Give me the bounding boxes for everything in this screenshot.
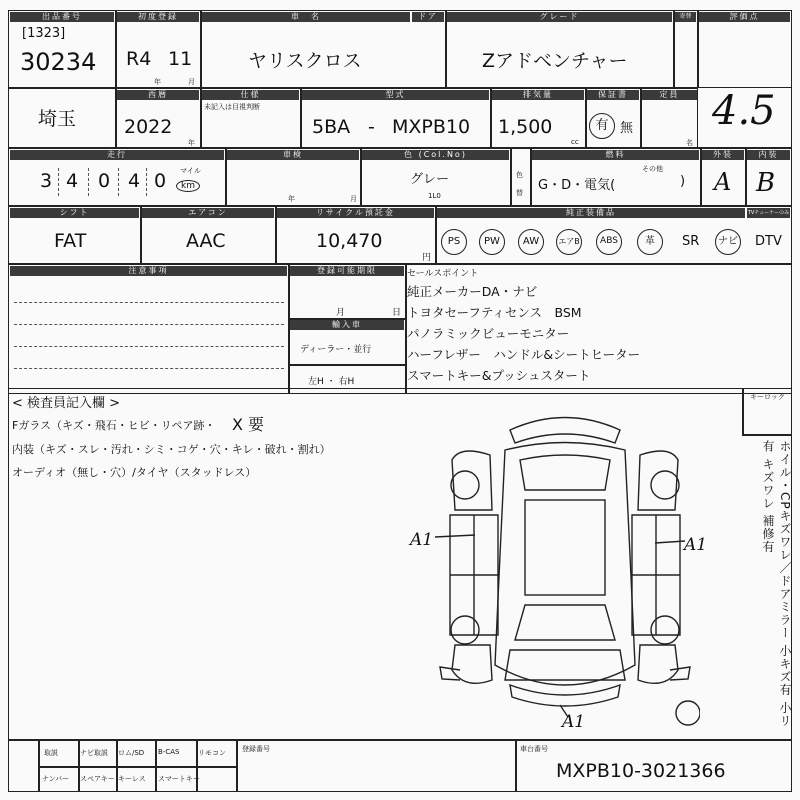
lot-sub: [1323] xyxy=(22,26,66,41)
side-legend: ホイル・CPキズワレ／ドアミラー 小キズ有 小リ有 キズワレ 補修有 xyxy=(761,440,792,728)
fuel-text: G・D・電気( xyxy=(538,178,616,193)
disp-header: 排気量 xyxy=(492,90,584,100)
prefecture: 埼玉 xyxy=(38,108,77,130)
equip-navi: ナビ xyxy=(715,229,741,255)
damage-mark-right: A1 xyxy=(684,535,708,555)
sales-point-5: スマートキー&プッシュスタート xyxy=(407,368,591,383)
first-reg-month: 11 xyxy=(168,48,193,70)
spec-header: 仕様 xyxy=(202,90,299,100)
handle-side: 左H ・ 右H xyxy=(308,377,355,387)
mileage-km: km xyxy=(176,180,200,192)
notes-header: 注意事項 xyxy=(10,266,287,276)
sales-header: セールスポイント xyxy=(407,269,479,279)
sales-point-1: 純正メーカーDA・ナビ xyxy=(407,284,538,299)
equip-ps: PS xyxy=(441,229,467,255)
shaken-header: 車検 xyxy=(227,150,359,160)
equip-sr: SR xyxy=(682,234,700,249)
ext-grade: A xyxy=(714,168,732,196)
extra-number: ナンバー xyxy=(42,775,70,783)
score-header: 評価点 xyxy=(699,12,790,22)
equip-dtv: DTV xyxy=(755,234,782,249)
extra-keyless: キーレス xyxy=(118,775,146,783)
shift: FAT xyxy=(54,230,87,252)
extra-bcas: B-CAS xyxy=(158,748,180,756)
equip-leather: 革 xyxy=(637,229,663,255)
recycle-value: 10,470 xyxy=(316,230,383,252)
import-header: 輸入車 xyxy=(290,320,404,330)
mileage-d2: 4 xyxy=(66,170,79,192)
tv-note: TVチューナーのみ xyxy=(747,210,790,216)
inspector-line-1: Fガラス（キズ・飛石・ヒビ・リペア跡・ xyxy=(12,419,216,432)
mileage-d1: 3 xyxy=(40,170,53,192)
damage-mark-left: A1 xyxy=(410,530,434,550)
color-header: 色 (Col.No) xyxy=(362,150,509,160)
auction-sheet: 出品番号 [1323] 30234 初度登録 R4 11 年 月 車 名 ドア ヤリスクロス グレード Zアドベンチャー 寄替 評価点 4.5 埼玉 西暦 2022 年 仕様 未記入は目視判断 型式 5BA - MXPB10 排気量 1,500 cc 保証書 有 無 定員 名 走行 3 4 0 4 0 マイル km 車検 年 月 色 (Col.No) グレー 1L0 色 替 燃料 G・D・電気( ) その他 外装 A 内装 B シフト FAT エアコン AAC リサイクル預託金 10,470 円 純正装備品 TVチューナーのみ PS PW AW エアB ABS 革 SR ナビ DTV 注意事項 登録可能期限 月 日 輸入車 ディーラー・並行 左H ・ 右H セールスポイント 純正メーカーDA・ナビ トヨタセーフティセンス BSM パノラミックビューモニター ハーフレザー ハンドル&シートヒーター スマートキー&プッシュスタート < 検査員記入欄 > キーロック Fガラス（キズ・飛石・ヒビ・リペア跡・ X 要 内装（キズ・スレ・汚れ・シミ・コゲ・穴・キレ・破れ・割れ） オーディオ（無し・穴）/タイヤ（スタッドレス） A1 A1 A1 ホイル・CPキズワレ／ドアミラー 小キズ有 小リ有 キズワレ 補修有 取説 ナビ取説 ロム/SD B-CAS リモコン ナンバー スペアキー キーレス スマートキー 登録番号 車台番号 MXPB10-3021366 xyxy=(0,0,800,800)
ac: AAC xyxy=(186,230,226,252)
mileage-d5: 0 xyxy=(154,170,167,192)
grade-header: グレード xyxy=(447,12,672,22)
lot-number: 30234 xyxy=(20,48,97,76)
inspector-line-3: オーディオ（無し・穴）/タイヤ（スタッドレス） xyxy=(12,466,257,479)
extra-manual: 取説 xyxy=(44,749,58,757)
sales-point-4: ハーフレザー ハンドル&シートヒーター xyxy=(407,347,641,362)
ww-header: 寄替 xyxy=(675,12,696,22)
first-reg-era: R4 xyxy=(126,48,152,70)
extra-rom: ロム/SD xyxy=(118,749,145,757)
keylock-label: キーロック xyxy=(750,393,785,401)
ac-header: エアコン xyxy=(142,208,274,218)
int-grade: B xyxy=(756,168,776,198)
int-header: 内装 xyxy=(747,150,790,160)
sales-point-3: パノラミックビューモニター xyxy=(407,326,570,341)
reg-period-header: 登録可能期限 xyxy=(290,266,404,276)
sales-point-2: トヨタセーフティセンス BSM xyxy=(407,305,582,320)
mileage-d3: 0 xyxy=(98,170,111,192)
displacement: 1,500 xyxy=(498,116,553,138)
color-name: グレー xyxy=(410,172,450,187)
model-header: 車 名 xyxy=(202,12,410,22)
equip-aw: AW xyxy=(518,229,544,255)
extra-spare-key: スペアキー xyxy=(80,775,115,783)
car-diagram xyxy=(430,405,700,735)
warranty-header: 保証書 xyxy=(587,90,639,100)
model-code: MXPB10 xyxy=(392,116,471,138)
grade: Zアドベンチャー xyxy=(482,50,628,72)
damage-mark-bottom: A1 xyxy=(562,712,586,732)
year-header: 西暦 xyxy=(117,90,199,100)
year-value: 2022 xyxy=(124,116,173,138)
door-header: ドア xyxy=(412,12,444,22)
color-code: 1L0 xyxy=(428,192,441,200)
mileage-header: 走行 xyxy=(10,150,224,160)
chassis-label: 車台番号 xyxy=(520,745,548,753)
inspector-line-2: 内装（キズ・スレ・汚れ・シミ・コゲ・穴・キレ・破れ・割れ） xyxy=(12,443,331,456)
score-value: 4.5 xyxy=(712,88,776,134)
shift-header: シフト xyxy=(10,208,139,218)
extra-smart-key: スマートキー xyxy=(158,775,200,783)
importer: ディーラー・並行 xyxy=(300,345,372,355)
equip-airbag: エアB xyxy=(556,229,582,255)
katashiki-header: 型式 xyxy=(302,90,489,100)
glass-note: X 要 xyxy=(232,415,265,434)
inspector-header: < 検査員記入欄 > xyxy=(12,396,121,411)
warranty-no: 無 xyxy=(620,121,634,136)
extra-navi-manual: ナビ取説 xyxy=(80,749,108,757)
spec-note: 未記入は目視判断 xyxy=(204,103,260,111)
fuel-header: 燃料 xyxy=(532,150,699,160)
reg-number-label: 登録番号 xyxy=(242,745,270,753)
mileage-d4: 4 xyxy=(128,170,141,192)
chassis-number: MXPB10-3021366 xyxy=(556,760,726,782)
equip-pw: PW xyxy=(479,229,505,255)
equip-abs: ABS xyxy=(596,229,622,255)
warranty-yes: 有 xyxy=(589,113,615,139)
first-reg-header: 初度登録 xyxy=(117,12,199,22)
lot-header: 出品番号 xyxy=(10,12,114,22)
ext-header: 外装 xyxy=(702,150,744,160)
model-prefix: 5BA xyxy=(312,116,351,138)
capacity-header: 定員 xyxy=(642,90,697,100)
car-name: ヤリスクロス xyxy=(248,50,362,72)
recycle-header: リサイクル預託金 xyxy=(277,208,434,218)
extra-remote: リモコン xyxy=(198,749,226,757)
equip-header: 純正装備品 xyxy=(437,208,745,218)
